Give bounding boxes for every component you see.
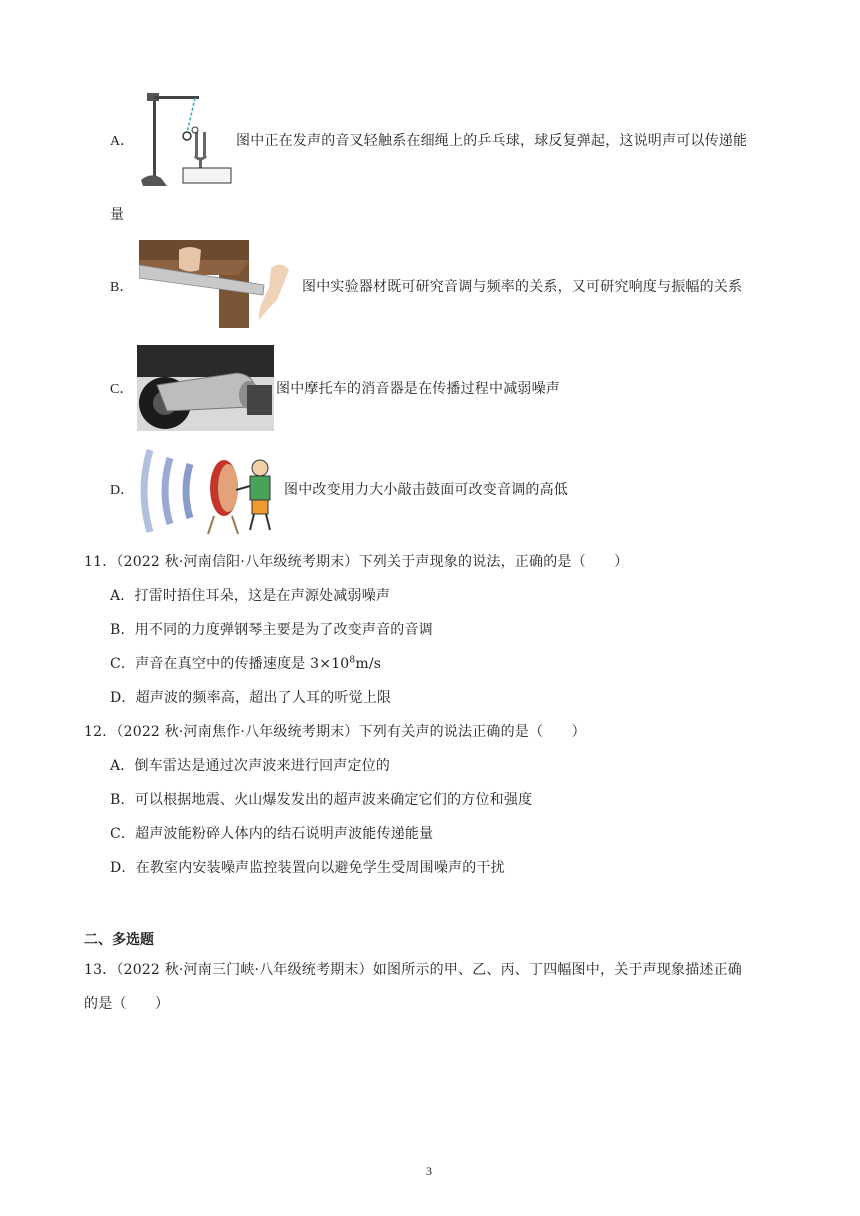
q13-stem-line-2: 的是（ ） [84, 996, 170, 1012]
q12-stem: 12．（2022 秋·河南焦作·八年级统考期末）下列有关声的说法正确的是（ ） [84, 724, 586, 740]
q11-option-d: D．超声波的频率高，超出了人耳的听觉上限 [110, 690, 392, 706]
q10-option-b-label: B． [110, 280, 134, 295]
ruler-table-image [139, 240, 299, 328]
q11-option-c-unit: m/s [355, 656, 382, 672]
q10-option-d-text: 图中改变用力大小敲击鼓面可改变音调的高低 [284, 482, 568, 498]
q12-option-b: B．可以根据地震、火山爆发发出的超声波来确定它们的方位和强度 [110, 792, 533, 808]
q10-option-d-label: D． [110, 483, 135, 498]
q11-option-c-exponent: 8 [349, 655, 356, 666]
q10-option-b-text: 图中实验器材既可研究音调与频率的关系，又可研究响度与振幅的关系 [302, 279, 743, 295]
motorcycle-muffler-image [137, 345, 274, 431]
tuning-fork-image [137, 88, 235, 188]
drum-sound-image [132, 446, 282, 536]
q10-option-c-label: C． [110, 382, 134, 397]
q11-option-b: B．用不同的力度弹钢琴主要是为了改变声音的音调 [110, 622, 433, 638]
q11-option-a: A．打雷时捂住耳朵，这是在声源处减弱噪声 [110, 588, 391, 604]
page-number: 3 [426, 1164, 432, 1178]
q13-stem-line-1: 13．（2022 秋·河南三门峡·八年级统考期末）如图所示的甲、乙、丙、丁四幅图中，关于声现象描述正确 [84, 962, 742, 978]
q10-option-a-text: 图中正在发声的音叉轻触系在细绳上的乒乓球，球反复弹起，这说明声可以传递能 [236, 133, 748, 149]
q10-option-a-label: A． [110, 134, 135, 149]
q12-option-d: D．在教室内安装噪声监控装置向以避免学生受周围噪声的干扰 [110, 860, 505, 876]
q11-option-c [110, 653, 381, 673]
q10-option-a-text-continued: 量 [110, 207, 125, 223]
q11-stem: 11．（2022 秋·河南信阳·八年级统考期末）下列关于声现象的说法，正确的是（ ） [84, 554, 629, 570]
q12-option-c: C．超声波能粉碎人体内的结石说明声波能传递能量 [110, 826, 434, 842]
q12-option-a: A．倒车雷达是通过次声波来进行回声定位的 [110, 758, 391, 774]
section-heading-multiple-choice: 二、多选题 [84, 932, 154, 948]
q11-option-c-text: C．声音在真空中的传播速度是 3×10 [110, 656, 350, 672]
q10-option-c-text: 图中摩托车的消音器是在传播过程中减弱噪声 [276, 381, 560, 397]
